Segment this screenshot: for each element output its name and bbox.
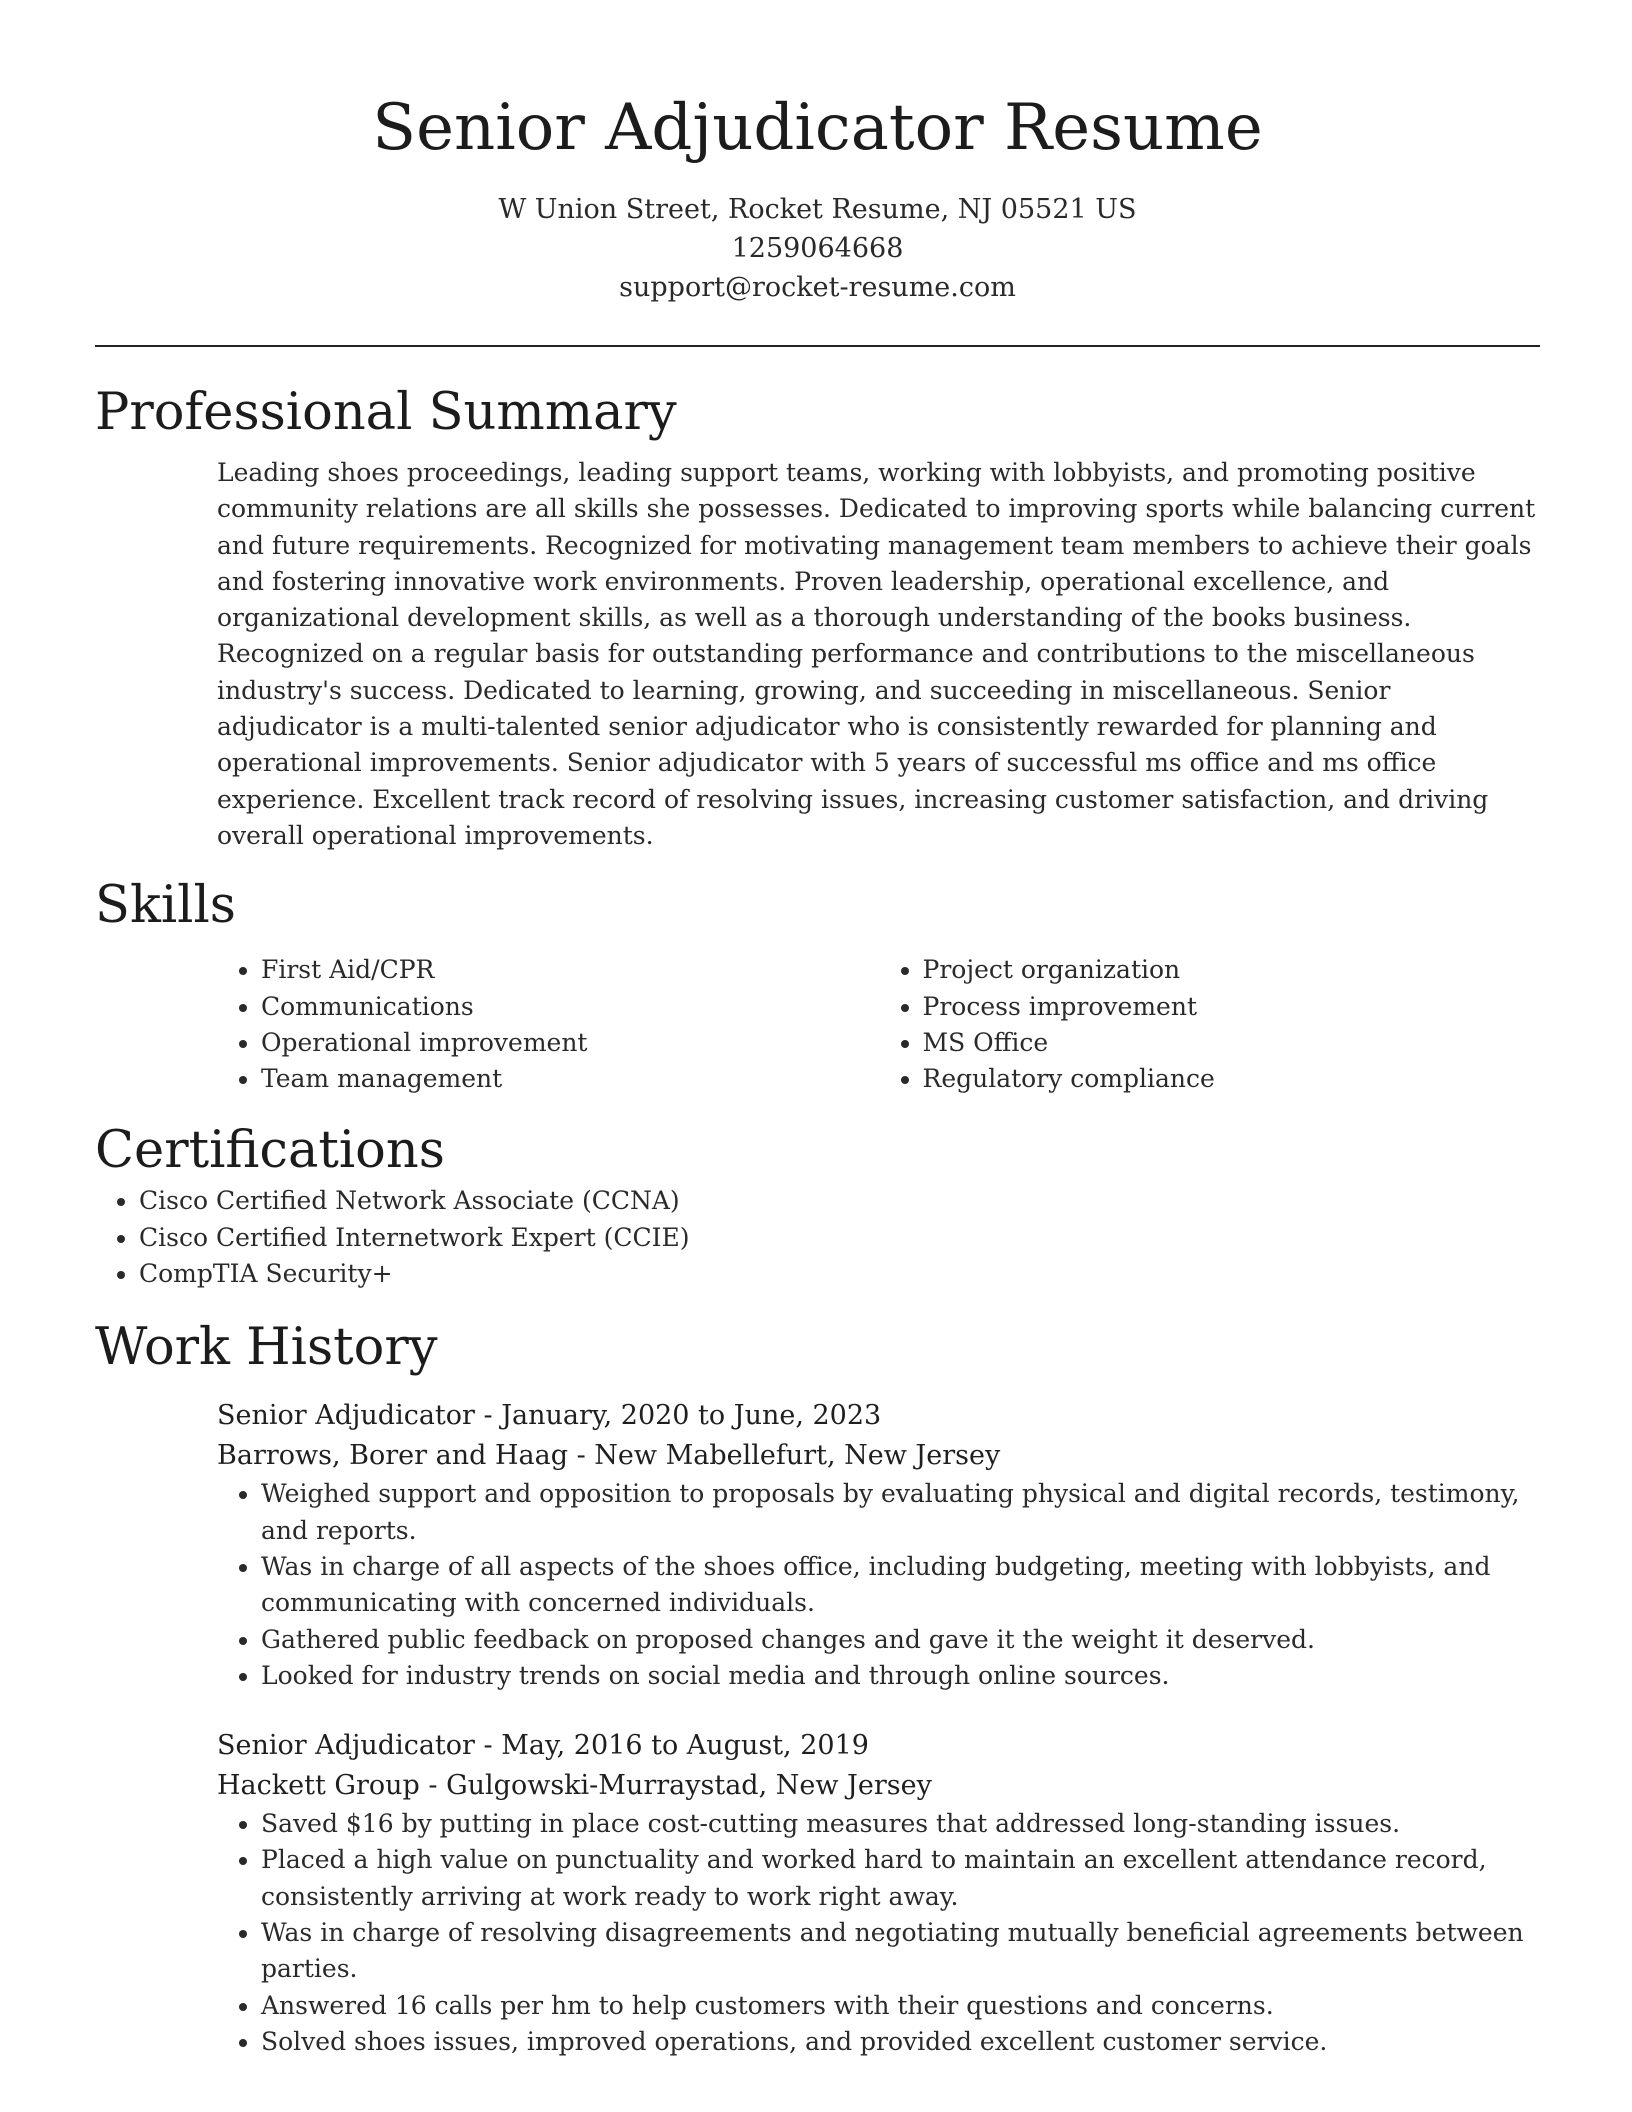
skill-item: • Process improvement [923, 989, 1541, 1025]
contact-block [95, 190, 1540, 307]
job-duty-item: • Gathered public feedback on proposed changes and gave it the weight it deserved. [261, 1622, 1540, 1658]
certifications-heading: Certifications [95, 1121, 445, 1181]
skill-item: • First Aid/CPR [261, 952, 879, 988]
job-duty-item: • Placed a high value on punctuality and worked hard to maintain an excellent attendance record, consistently arriving at work ready to work right away. [261, 1842, 1540, 1915]
skill-item: • Project organization [923, 952, 1541, 988]
skills-heading: Skills [95, 876, 236, 936]
skill-item: • Team management [261, 1061, 879, 1097]
skill-item: • Communications [261, 989, 879, 1025]
job-duty-item: • Solved shoes issues, improved operations, and provided excellent customer service. [261, 2024, 1540, 2060]
job-duties-list [217, 1806, 1540, 2060]
skill-item: • MS Office [923, 1025, 1541, 1061]
skill-item: • Operational improvement [261, 1025, 879, 1061]
resume-title: Senior Adjudicator Resume [372, 91, 1263, 165]
certification-item: • Cisco Certified Internetwork Expert (CCIE) [139, 1220, 1540, 1256]
job-title-line: Senior Adjudicator - January, 2020 to June, 2023 [217, 1400, 882, 1432]
work-history-heading: Work History [95, 1318, 438, 1378]
job-duties-list [217, 1476, 1540, 1694]
skills-list [217, 952, 1540, 1097]
skills-column-right [879, 952, 1541, 1097]
contact-phone: 1259064668 [731, 233, 904, 264]
job-title-line: Senior Adjudicator - May, 2016 to August, 2019 [217, 1730, 869, 1762]
job-company-line: Hackett Group - Gulgowski-Murraystad, New Jersey [217, 1770, 932, 1802]
certifications-list [95, 1183, 1540, 1292]
header-divider [95, 345, 1540, 347]
resume-page [95, 0, 1540, 2060]
certification-item: • Cisco Certified Network Associate (CCNA) [139, 1183, 1540, 1219]
contact-email: support@rocket-resume.com [619, 272, 1016, 303]
job-duty-item: • Weighed support and opposition to proposals by evaluating physical and digital records, testimony, and reports. [261, 1476, 1540, 1549]
certification-item: • CompTIA Security+ [139, 1256, 1540, 1292]
job-entry [217, 1396, 1540, 1694]
summary-heading: Professional Summary [95, 383, 677, 442]
job-entry [217, 1726, 1540, 2060]
job-duty-item: • Looked for industry trends on social media and through online sources. [261, 1658, 1540, 1694]
job-duty-item: • Answered 16 calls per hm to help customers with their questions and concerns. [261, 1988, 1540, 2024]
summary-text: Leading shoes proceedings, leading support teams, working with lobbyists, and promoting positive community relations are all skills she possesses. Dedicated to improving sports while balancing current and future requirements. Recognized for motivating management team members to achieve their goals and fostering innovative work environments. Proven leadership, operational excellence, and organizational development skills, as well as a thorough understanding of the books business. Recognized on a regular basis for outstanding performance and contributions to the miscellaneous industry's success. Dedicated to learning, growing, and succeeding in miscellaneous. Senior adjudicator is a multi-talented senior adjudicator who is consistently rewarded for planning and operational improvements. Senior adjudicator with 5 years of successful ms office and ms office experience. Excellent track record of resolving issues, increasing customer satisfaction, and driving overall operational improvements. [217, 458, 1536, 850]
skills-column-left [217, 952, 879, 1097]
contact-address: W Union Street, Rocket Resume, NJ 05521 US [498, 194, 1137, 225]
job-duty-item: • Was in charge of resolving disagreements and negotiating mutually beneficial agreements between parties. [261, 1915, 1540, 1988]
skill-item: • Regulatory compliance [923, 1061, 1541, 1097]
job-company-line: Barrows, Borer and Haag - New Mabellefurt, New Jersey [217, 1440, 1001, 1472]
job-duty-item: • Saved $16 by putting in place cost-cutting measures that addressed long-standing issues. [261, 1806, 1540, 1842]
job-duty-item: • Was in charge of all aspects of the shoes office, including budgeting, meeting with lobbyists, and communicating with concerned individuals. [261, 1549, 1540, 1622]
